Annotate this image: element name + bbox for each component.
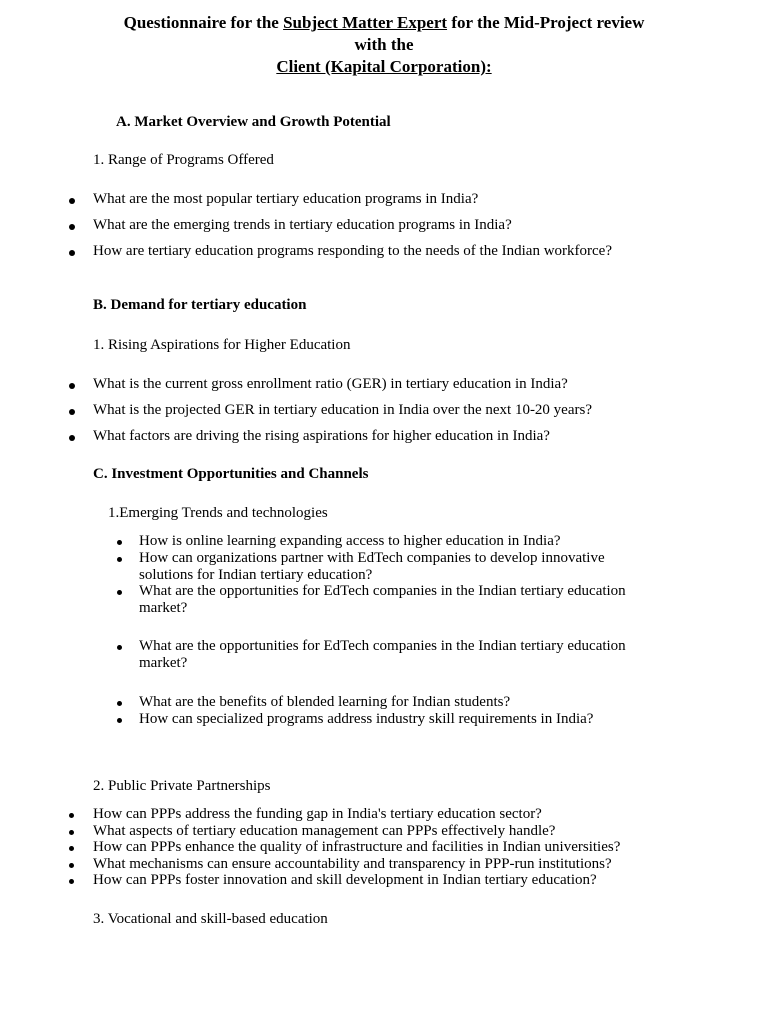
bullet-icon: [69, 830, 74, 835]
list-item: What mechanisms can ensure accountability and transparency in PPP-run institutions?: [93, 856, 612, 872]
list-item: What are the benefits of blended learning for Indian students?: [139, 694, 511, 710]
list-item: What is the current gross enrollment ratio (GER) in tertiary education in India?: [93, 376, 568, 392]
bullet-icon: [69, 198, 75, 204]
bullet-icon: [69, 250, 75, 256]
bullet-icon: [117, 540, 122, 545]
section-a-heading: A. Market Overview and Growth Potential: [116, 114, 391, 130]
title-underlined-role: Subject Matter Expert: [283, 13, 448, 32]
section-c-subheading-3: 3. Vocational and skill-based education: [93, 911, 328, 927]
title-prefix: Questionnaire for the: [123, 13, 284, 32]
list-item-continuation: market?: [139, 655, 188, 671]
list-item: How can PPPs address the funding gap in India's tertiary education sector?: [93, 806, 542, 822]
bullet-icon: [117, 590, 122, 595]
list-item: What aspects of tertiary education management can PPPs effectively handle?: [93, 823, 556, 839]
section-a-subheading: 1. Range of Programs Offered: [93, 152, 274, 168]
bullet-icon: [69, 435, 75, 441]
bullet-icon: [117, 718, 122, 723]
bullet-icon: [117, 557, 122, 562]
list-item: What are the emerging trends in tertiary education programs in India?: [93, 217, 512, 233]
list-item: How can organizations partner with EdTech companies to develop innovative: [139, 550, 605, 566]
list-item: How are tertiary education programs responding to the needs of the Indian workforce?: [93, 243, 612, 259]
section-b-subheading: 1. Rising Aspirations for Higher Education: [93, 337, 351, 353]
bullet-icon: [117, 645, 122, 650]
bullet-icon: [69, 863, 74, 868]
title-suffix: for the Mid-Project review: [447, 13, 645, 32]
section-c-subheading-2: 2. Public Private Partnerships: [93, 778, 271, 794]
list-item: How is online learning expanding access to higher education in India?: [139, 533, 561, 549]
bullet-icon: [117, 701, 122, 706]
list-item: How can PPPs foster innovation and skill development in Indian tertiary education?: [93, 872, 597, 888]
section-c-subheading-1: 1.Emerging Trends and technologies: [108, 505, 328, 521]
document-title-line3: [0, 56, 768, 78]
document-title-line2: with the: [354, 35, 414, 54]
list-item: What are the opportunities for EdTech companies in the Indian tertiary education: [139, 638, 626, 654]
bullet-icon: [69, 224, 75, 230]
client-name: Client (Kapital Corporation):: [276, 57, 492, 76]
list-item: How can specialized programs address industry skill requirements in India?: [139, 711, 594, 727]
list-item-continuation: market?: [139, 600, 188, 616]
document-title-line1: [0, 12, 768, 34]
bullet-icon: [69, 846, 74, 851]
bullet-icon: [69, 383, 75, 389]
list-item: What are the opportunities for EdTech companies in the Indian tertiary education: [139, 583, 626, 599]
bullet-icon: [69, 879, 74, 884]
list-item-continuation: solutions for Indian tertiary education?: [139, 567, 373, 583]
list-item: What factors are driving the rising aspirations for higher education in India?: [93, 428, 550, 444]
bullet-icon: [69, 409, 75, 415]
list-item: What is the projected GER in tertiary education in India over the next 10-20 years?: [93, 402, 592, 418]
list-item: What are the most popular tertiary education programs in India?: [93, 191, 479, 207]
bullet-icon: [69, 813, 74, 818]
list-item: How can PPPs enhance the quality of infrastructure and facilities in Indian universities?: [93, 839, 621, 855]
section-c-heading: C. Investment Opportunities and Channels: [93, 466, 369, 482]
section-b-heading: B. Demand for tertiary education: [93, 297, 307, 313]
